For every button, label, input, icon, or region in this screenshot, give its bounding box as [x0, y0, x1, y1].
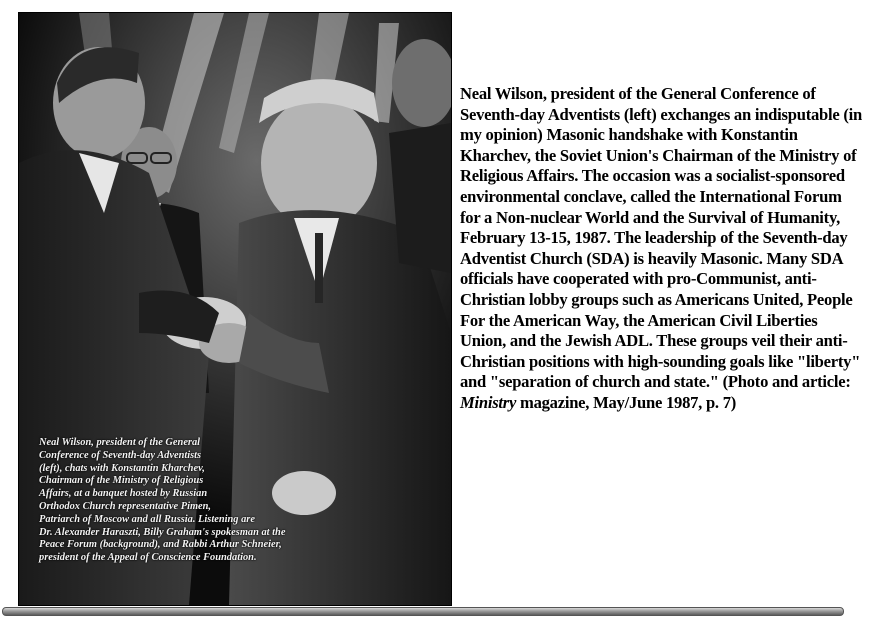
bottom-divider: [2, 607, 844, 616]
far-right-man: [389, 39, 451, 273]
article-paragraph: [460, 84, 865, 414]
photo-caption: [39, 437, 359, 565]
caption-line: Peace Forum (background), and Rabbi Arthur Schneier,: [39, 539, 282, 551]
caption-line: Chairman of the Ministry of Religious: [39, 475, 204, 487]
caption-line: Dr. Alexander Haraszti, Billy Graham's spokesman at the: [39, 526, 286, 538]
article-body: Neal Wilson, president of the General Conference of Seventh-day Adventists (left) exchanges an indisputable (in my opinion) Masonic handshake with Konstantin Kharchev, the Soviet Union's Chairman of the Ministry of Religious Affairs. The occasion was a socialist-sponsored environmental conclave, called the International Forum for a Non-nuclear World and the Survival of Humanity, February 13-15, 1987. The leadership of the Seventh-day Adventist Church (SDA) is heavily Masonic. Many SDA officials have cooperated with pro-Communist, anti-Christian lobby groups such as Americans United, People For the American Way, the American Civil Liberties Union, and the Jewish ADL. These groups veil their anti-Christian positions with high-sounding goals like "liberty" and "separation of church and state." (Photo and article:: [460, 84, 862, 392]
caption-line: Patriarch of Moscow and all Russia. Listening are: [39, 513, 255, 525]
caption-line: Orthodox Church representative Pimen,: [39, 500, 212, 512]
magazine-title: Ministry: [460, 392, 517, 412]
caption-line: Neal Wilson, president of the General: [39, 437, 201, 448]
caption-line: president of the Appeal of Conscience Foundation.: [39, 552, 257, 564]
caption-line: (left), chats with Konstantin Kharchev,: [39, 462, 205, 474]
caption-line: Conference of Seventh-day Adventists: [39, 449, 202, 461]
article-citation: magazine, May/June 1987, p. 7): [516, 392, 737, 412]
caption-line: Affairs, at a banquet hosted by Russian: [39, 488, 208, 500]
news-photo: [18, 12, 452, 606]
